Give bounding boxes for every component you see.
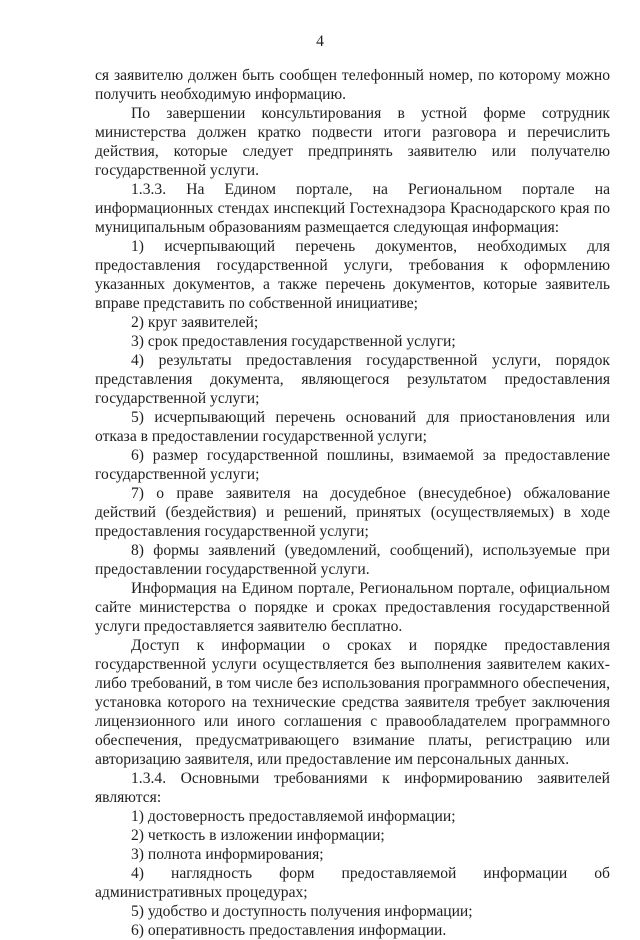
- requirement-item-2: 2) четкость в изложении информации;: [131, 827, 385, 844]
- requirement-item-1: 1) достоверность предоставляемой информации;: [131, 808, 456, 825]
- list-item-5: 5) исчерпывающий перечень оснований для приостановления или отказа в предоставлении государственной услуги;: [95, 409, 610, 445]
- page-number: 4: [316, 33, 324, 50]
- paragraph-continuation: ся заявителю должен быть сообщен телефонный номер, по которому можно получить необходимую информацию.: [95, 67, 610, 103]
- requirement-item-4: 4) наглядность форм предоставляемой информации об административных процедурах;: [95, 865, 610, 901]
- list-item-6: 6) размер государственной пошлины, взимаемой за предоставление государственной услуги;: [95, 447, 610, 483]
- list-item-3: 3) срок предоставления государственной услуги;: [131, 333, 456, 350]
- list-item-1: 1) исчерпывающий перечень документов, необходимых для предоставления государственной услуги, требования к оформлению указанных документов, а также перечень документов, которые заявитель вправе представить по собственной инициативе;: [95, 238, 610, 312]
- list-item-8: 8) формы заявлений (уведомлений, сообщений), используемые при предоставлении государственной услуги.: [95, 542, 610, 578]
- paragraph-free-information: Информация на Едином портале, Региональном портале, официальном сайте министерства о порядке и сроках предоставления государственной услуги предоставляется заявителю бесплатно.: [95, 580, 610, 635]
- paragraph-section-1-3-4: 1.3.4. Основными требованиями к информированию заявителей являются:: [95, 770, 610, 806]
- paragraph-section-1-3-3: 1.3.3. На Едином портале, на Региональном портале на информационных стендах инспекций Гостехнадзора Краснодарского края по муниципальным образованиям размещается следующая информация:: [95, 181, 610, 236]
- paragraph-consultation-summary: По завершении консультирования в устной форме сотрудник министерства должен кратко подвести итоги разговора и перечислить действия, которые следует предпринять заявителю или получателю государственной услуги.: [95, 105, 610, 179]
- requirement-item-3: 3) полнота информирования;: [131, 846, 324, 863]
- requirement-item-6: 6) оперативность предоставления информации.: [131, 922, 447, 939]
- list-item-7: 7) о праве заявителя на досудебное (внесудебное) обжалование действий (бездействия) и решений, принятых (осуществляемых) в ходе предоставления государственной услуги;: [95, 485, 610, 540]
- requirement-item-5: 5) удобство и доступность получения информации;: [131, 903, 473, 920]
- list-item-4: 4) результаты предоставления государственной услуги, порядок представления документа, являющегося результатом предоставления государственной услуги;: [95, 352, 610, 407]
- paragraph-access-conditions: Доступ к информации о сроках и порядке предоставления государственной услуги осуществляется без выполнения заявителем каких-либо требований, в том числе без использования программного обеспечения, установка которого на технические средства заявителя требует заключения лицензионного или иного соглашения с правообладателем программного обеспечения, предусматривающего взимание платы, регистрацию или авторизацию заявителя, или предоставление им персональных данных.: [95, 637, 610, 768]
- list-item-2: 2) круг заявителей;: [131, 314, 259, 331]
- document-body: [95, 66, 610, 940]
